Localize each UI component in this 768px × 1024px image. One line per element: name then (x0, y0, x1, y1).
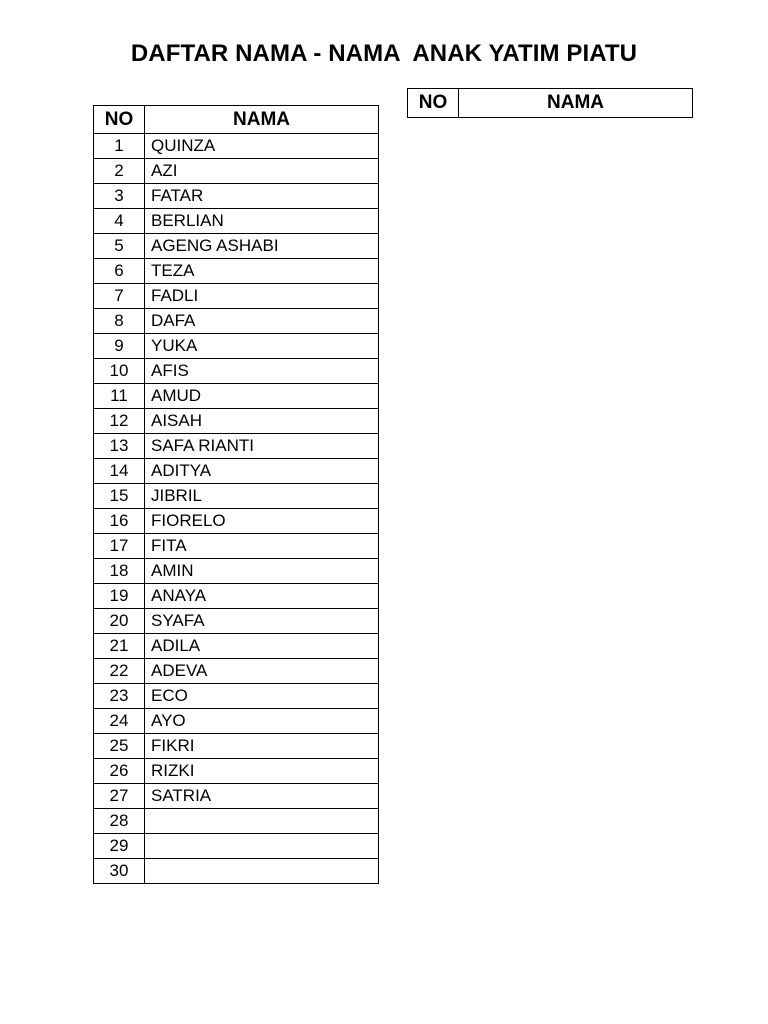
row-number-cell: 18 (94, 559, 145, 584)
names-table-left (93, 105, 379, 884)
table-row (94, 834, 379, 859)
row-number-cell: 26 (94, 759, 145, 784)
column-header-no: NO (94, 106, 145, 134)
row-number-cell: 25 (94, 734, 145, 759)
row-number-cell: 13 (94, 434, 145, 459)
row-name-cell: RIZKI (145, 759, 379, 784)
row-name-cell: AFIS (145, 359, 379, 384)
row-number-cell: 17 (94, 534, 145, 559)
row-number-cell: 1 (94, 134, 145, 159)
table-row (94, 534, 379, 559)
names-table-body (94, 134, 379, 884)
row-number-cell: 24 (94, 709, 145, 734)
row-number-cell: 11 (94, 384, 145, 409)
row-number-cell: 14 (94, 459, 145, 484)
row-name-cell: FATAR (145, 184, 379, 209)
table-row (94, 784, 379, 809)
column-header-no: NO (408, 89, 459, 118)
table-row (94, 384, 379, 409)
row-name-cell: ADITYA (145, 459, 379, 484)
row-number-cell: 7 (94, 284, 145, 309)
table-row (94, 334, 379, 359)
table-row (94, 559, 379, 584)
row-name-cell: ADILA (145, 634, 379, 659)
row-number-cell: 4 (94, 209, 145, 234)
row-name-cell: SATRIA (145, 784, 379, 809)
row-name-cell: QUINZA (145, 134, 379, 159)
row-number-cell: 5 (94, 234, 145, 259)
table-row (94, 459, 379, 484)
row-name-cell (145, 834, 379, 859)
table-row (94, 409, 379, 434)
row-number-cell: 22 (94, 659, 145, 684)
column-header-nama: NAMA (459, 89, 693, 118)
table-row (94, 809, 379, 834)
row-number-cell: 9 (94, 334, 145, 359)
table-row (94, 184, 379, 209)
table-row (94, 159, 379, 184)
row-name-cell: AISAH (145, 409, 379, 434)
table-row (94, 759, 379, 784)
row-number-cell: 29 (94, 834, 145, 859)
row-name-cell: YUKA (145, 334, 379, 359)
row-number-cell: 30 (94, 859, 145, 884)
page-title: DAFTAR NAMA - NAMA ANAK YATIM PIATU (130, 40, 638, 67)
table-row (94, 434, 379, 459)
table-row (94, 859, 379, 884)
table-row (94, 309, 379, 334)
row-number-cell: 2 (94, 159, 145, 184)
column-header-nama: NAMA (145, 106, 379, 134)
table-row (94, 584, 379, 609)
row-name-cell: FIORELO (145, 509, 379, 534)
row-name-cell: AMIN (145, 559, 379, 584)
table-row (94, 684, 379, 709)
table-header-row (408, 89, 693, 118)
row-number-cell: 10 (94, 359, 145, 384)
row-number-cell: 19 (94, 584, 145, 609)
row-name-cell: ECO (145, 684, 379, 709)
row-name-cell: FITA (145, 534, 379, 559)
row-number-cell: 16 (94, 509, 145, 534)
table-row (94, 259, 379, 284)
row-name-cell: AGENG ASHABI (145, 234, 379, 259)
row-number-cell: 21 (94, 634, 145, 659)
table-row (94, 134, 379, 159)
table-row (94, 659, 379, 684)
table-row (94, 359, 379, 384)
row-name-cell: AYO (145, 709, 379, 734)
row-number-cell: 8 (94, 309, 145, 334)
names-table-right (407, 88, 693, 118)
row-name-cell: ADEVA (145, 659, 379, 684)
row-number-cell: 6 (94, 259, 145, 284)
table-row (94, 484, 379, 509)
row-name-cell: AMUD (145, 384, 379, 409)
row-name-cell (145, 859, 379, 884)
row-name-cell (145, 809, 379, 834)
row-name-cell: FADLI (145, 284, 379, 309)
row-number-cell: 20 (94, 609, 145, 634)
row-name-cell: ANAYA (145, 584, 379, 609)
table-row (94, 709, 379, 734)
table-row (94, 634, 379, 659)
row-name-cell: SYAFA (145, 609, 379, 634)
table-row (94, 734, 379, 759)
row-number-cell: 23 (94, 684, 145, 709)
row-number-cell: 28 (94, 809, 145, 834)
table-row (94, 234, 379, 259)
row-name-cell: SAFA RIANTI (145, 434, 379, 459)
table-row (94, 609, 379, 634)
row-name-cell: DAFA (145, 309, 379, 334)
row-name-cell: BERLIAN (145, 209, 379, 234)
row-name-cell: JIBRIL (145, 484, 379, 509)
table-row (94, 284, 379, 309)
row-name-cell: FIKRI (145, 734, 379, 759)
row-name-cell: AZI (145, 159, 379, 184)
table-header-row (94, 106, 379, 134)
row-number-cell: 3 (94, 184, 145, 209)
row-number-cell: 27 (94, 784, 145, 809)
table-row (94, 509, 379, 534)
row-name-cell: TEZA (145, 259, 379, 284)
table-row (94, 209, 379, 234)
row-number-cell: 15 (94, 484, 145, 509)
row-number-cell: 12 (94, 409, 145, 434)
